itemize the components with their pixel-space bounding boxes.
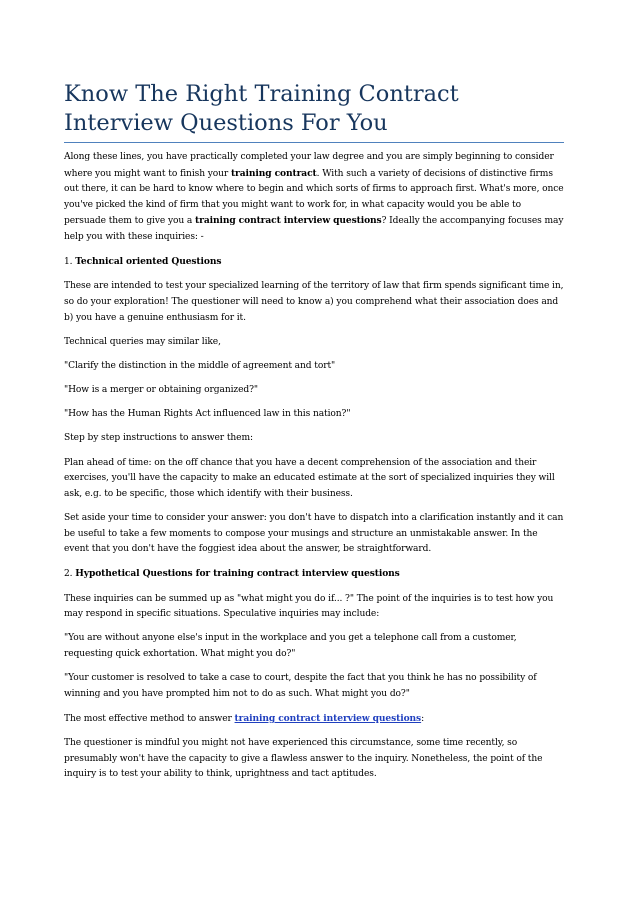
section-1-paragraph-4: Plan ahead of time: on the off chance that you have a decent comprehension of the association and their exercises, you'll have the capacity to make an educated estimate at the sort of specialized inquiries they will ask, e.g. to be specific, those which identify with their business. xyxy=(64,457,555,499)
section-2-question-1: "You are without anyone else's input in the workplace and you get a telephone call from a customer, requesting quick exhortation. What might you do?" xyxy=(64,633,517,659)
section-2-paragraph-1: These inquiries can be summed up as "what might you do if... ?" The point of the inquiries is to test how you may respond in specific situations. Speculative inquiries may include: xyxy=(64,593,554,620)
section-1-paragraph-2: Technical queries may similar like, xyxy=(64,336,221,347)
section-2-paragraph-2-colon: : xyxy=(421,713,425,724)
section-1-question-3: "How has the Human Rights Act influenced law in this nation?" xyxy=(64,409,351,420)
section-1-paragraph-1: These are intended to test your specialized learning of the territory of law that firm spends significant time in, so do your exploration! The questioner will need to know a) you comprehend what their association does and b) you have a genuine enthusiasm for it. xyxy=(64,281,564,323)
intro-paragraph xyxy=(64,150,564,246)
intro-text-2: . With such a variety of decisions of distinctive firms out there, it can be hard to know where to begin and which sorts of firms to approach first. What's more, once you've picked the kind of firm that you might want to work for, in what capacity would you be able to persuade them to give you a xyxy=(64,168,564,227)
section-2-heading xyxy=(64,566,564,583)
intro-text-1: Along these lines, you have practically completed your law degree and you are simply beginning to consider where you might want to finish your xyxy=(64,152,554,179)
section-2-question-2: "Your customer is resolved to take a case to court, despite the fact that you think he has no possibility of winning and you have prompted him not to do as such. What might you do?" xyxy=(64,673,537,699)
section-1-question-1: "Clarify the distinction in the middle of agreement and tort" xyxy=(64,360,336,371)
section-1-paragraph-3: Step by step instructions to answer them: xyxy=(64,433,253,444)
section-2-number: 2. xyxy=(64,569,76,580)
section-2-paragraph-2-text: The most effective method to answer xyxy=(64,713,235,724)
section-1-question-2: "How is a merger or obtaining organized?" xyxy=(64,385,258,396)
page-title: Know The Right Training Contract Interview Questions For You xyxy=(64,80,564,143)
intro-bold-2: training contract interview questions xyxy=(195,215,382,227)
section-1-heading-text: Technical oriented Questions xyxy=(75,256,222,268)
training-contract-link[interactable]: training contract interview questions xyxy=(234,712,422,724)
section-1-paragraph-5: Set aside your time to consider your answer: you don't have to dispatch into a clarification instantly and it can be useful to take a few moments to compose your musings and structure an unmistakable answer. In the event that you don't have the foggiest idea about the answer, be straightforward. xyxy=(64,513,564,555)
section-1-heading xyxy=(64,254,564,271)
document-page xyxy=(64,80,564,792)
intro-text-3: ? Ideally the accompanying focuses may help you with these inquiries: - xyxy=(64,216,564,242)
section-2-paragraph-2 xyxy=(64,711,564,728)
section-1-number: 1. xyxy=(64,257,76,268)
section-2-paragraph-3: The questioner is mindful you might not have experienced this circumstance, some time recently, so presumably won't have the capacity to give a flawless answer to the inquiry. Nonetheless, the point of the inquiry is to test your ability to think, uprightness and tact aptitudes. xyxy=(64,738,543,780)
section-2-heading-text: Hypothetical Questions for training contract interview questions xyxy=(75,568,400,580)
intro-bold-1: training contract xyxy=(230,167,317,179)
